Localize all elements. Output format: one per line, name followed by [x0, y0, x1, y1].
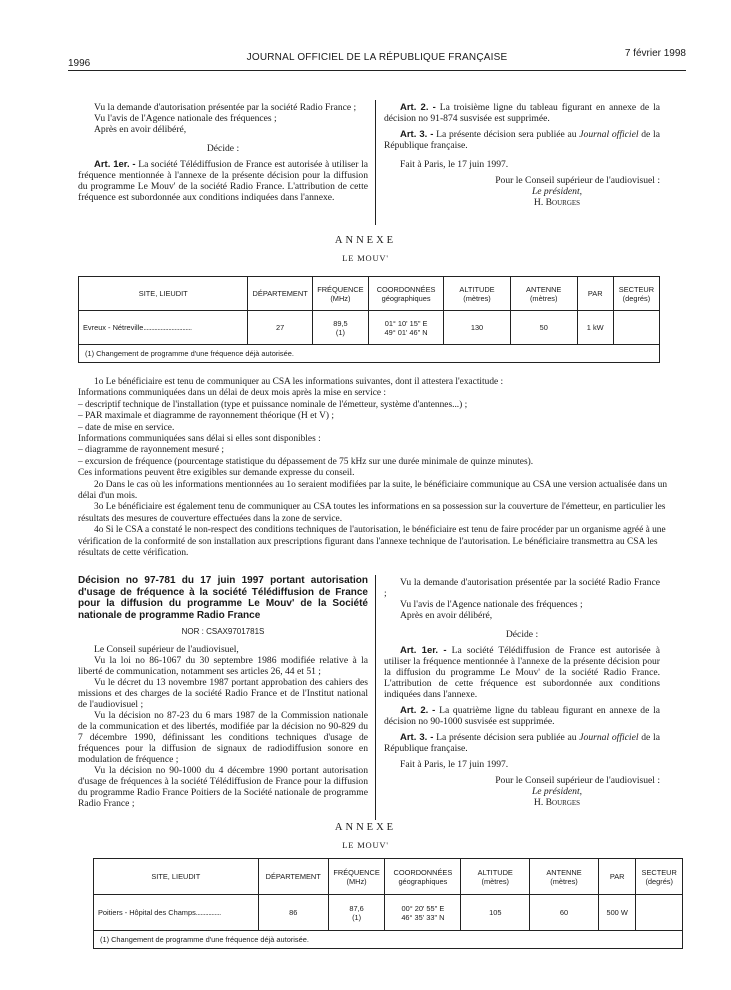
paragraph: Vu le décret du 13 novembre 1987 portant approbation des cahiers des missions et des charges de la société Radio France et de l'Institut national de l'audiovisuel ;	[78, 677, 368, 710]
header-secteur: SECTEUR (degrés)	[636, 859, 683, 895]
signature-name: H. Bourges	[533, 197, 581, 208]
longitude: 00° 20' 55" E	[401, 903, 445, 913]
article-2	[384, 705, 660, 727]
obligation-item: 1o Le bénéficiaire est tenu de communiquer au CSA les informations suivantes, dont il attestera l'exactitude :	[94, 377, 504, 387]
signature-authority: Pour le Conseil supérieur de l'audiovisuel :	[495, 775, 660, 786]
site-name: Evreux - Nétreville	[83, 323, 144, 332]
article-1	[384, 645, 660, 700]
cell-secteur	[613, 311, 659, 345]
cell-coordonnees	[369, 311, 444, 345]
annexe-title: ANNEXE	[334, 822, 397, 833]
annexe-table	[78, 276, 660, 363]
article-3	[384, 732, 660, 754]
cell-par: 500 W	[598, 895, 636, 931]
article-text: La présente décision sera publiée au	[436, 732, 577, 743]
column-divider	[375, 100, 376, 225]
obligation-item: Ces informations peuvent être exigibles sur demande expresse du conseil.	[78, 468, 355, 479]
page-header	[68, 48, 686, 71]
cell-coordonnees	[385, 895, 461, 931]
latitude: 49° 01' 46" N	[384, 327, 428, 337]
header-par: PAR	[598, 859, 636, 895]
article-2	[384, 102, 660, 124]
article-text: La société Télédiffusion de France est autorisée à utiliser la fréquence mentionnée à l'annexe de la présente décision pour la diffusion du programme Le Mouv' de la société Radio France. L'attribution de cette fréquence est subordonnée aux conditions indiquées dans l'annexe.	[78, 159, 368, 203]
article-text: de la République française.	[384, 732, 660, 754]
nor-reference: NOR : CSAX9701781S	[181, 627, 265, 636]
article-label: Art. 1er. -	[94, 159, 136, 170]
header-site: SITE, LIEUDIT	[79, 277, 248, 311]
cell-par: 1 kW	[577, 311, 613, 345]
article-label: Art. 2. -	[400, 102, 436, 113]
cell-altitude: 105	[461, 895, 530, 931]
journal-name: Journal officiel	[579, 732, 639, 743]
header-secteur: SECTEUR (degrés)	[613, 277, 659, 311]
article-text: de la République française.	[384, 129, 660, 151]
frequency-note: (1)	[335, 327, 345, 337]
article-text: La présente décision sera publiée au	[436, 129, 577, 140]
obligation-item: 3o Le bénéficiaire est également tenu de communiquer au CSA toutes les informations en sa possession sur la couverture de l'émetteur, en particulier les résultats des mesures de couverture effectuées dans la zone de service.	[78, 502, 666, 524]
header-frequence: FRÉQUENCE (MHz)	[328, 859, 385, 895]
obligations-section	[78, 377, 668, 560]
decide-heading: Décide :	[505, 629, 539, 640]
annexe-subtitle: LE MOUV'	[342, 253, 389, 263]
paragraph: Le Conseil supérieur de l'audiovisuel,	[94, 644, 239, 655]
signature-authority: Pour le Conseil supérieur de l'audiovisuel :	[495, 175, 660, 186]
second-decision-right-column	[384, 577, 660, 808]
publication-date: 7 février 1998	[624, 48, 686, 59]
article-label: Art. 2. -	[400, 705, 436, 716]
header-departement: DÉPARTEMENT	[258, 859, 328, 895]
header-site: SITE, LIEUDIT	[94, 859, 259, 895]
cell-antenne: 50	[510, 311, 577, 345]
table-note: (1) Changement de programme d'une fréquence déjà autorisée.	[79, 345, 660, 363]
annexe-subtitle: LE MOUV'	[342, 840, 389, 850]
obligation-item: – excursion de fréquence (pourcentage statistique du dépassement de 75 kHz sur une durée minimale de quinze minutes).	[78, 456, 534, 467]
obligation-item: 2o Dans le cas où les informations mentionnées au 1o seraient modifiées par la suite, le bénéficiaire communique au CSA une version actualisée dans un délai d'un mois.	[78, 479, 668, 502]
table-row	[94, 895, 683, 931]
paragraph: Vu la demande d'autorisation présentée par la société Radio France ;	[384, 577, 660, 599]
table-note-row	[94, 931, 683, 949]
paragraph: Après en avoir délibéré,	[400, 610, 493, 621]
president-label: Le président,	[531, 186, 583, 197]
cell-secteur	[636, 895, 683, 931]
obligation-item: – date de mise en service.	[78, 422, 175, 433]
header-frequence: FRÉQUENCE (MHz)	[312, 277, 368, 311]
table-note: (1) Changement de programme d'une fréquence déjà autorisée.	[94, 931, 683, 949]
header-antenne: ANTENNE (mètres)	[530, 859, 599, 895]
first-decision-left-column	[78, 102, 368, 203]
header-coordonnees: COORDONNÉES géographiques	[369, 277, 444, 311]
article-3	[384, 129, 660, 151]
paragraph: Vu l'avis de l'Agence nationale des fréquences ;	[400, 599, 583, 610]
article-text: La société Télédiffusion de France est autorisée à utiliser la fréquence mentionnée à l'annexe de la présente décision pour la diffusion du programme Le Mouv' de la société Radio France. L'attribution de cette fréquence est subordonnée aux conditions indiquées dans l'annexe.	[384, 645, 660, 700]
signature-place-date: Fait à Paris, le 17 juin 1997.	[400, 759, 509, 770]
paragraph: Après en avoir délibéré,	[94, 124, 187, 135]
obligation-item: Informations communiquées dans un délai de deux mois après la mise en service :	[78, 388, 386, 399]
page-number: 1996	[68, 58, 91, 69]
latitude: 46° 35' 33" N	[401, 912, 445, 922]
frequency-value: 89,5	[333, 318, 348, 328]
signature-title	[384, 186, 660, 197]
header-altitude: ALTITUDE (mètres)	[444, 277, 511, 311]
obligation-item: Informations communiquées sans délai si elles sont disponibles :	[78, 434, 321, 445]
cell-departement: 86	[258, 895, 328, 931]
cell-antenne: 60	[530, 895, 599, 931]
obligation-item: – PAR maximale et diagramme de rayonnement théorique (H et V) ;	[78, 411, 334, 422]
paragraph: Vu la demande d'autorisation présentée par la société Radio France ;	[94, 102, 357, 113]
annexe-table	[93, 858, 683, 949]
obligation-item: 4o Si le CSA a constaté le non-respect des conditions techniques de l'autorisation, le bénéficiaire est tenu de faire procéder par un organisme agréé à une vérification de la conformité de son installation aux prescriptions figurant dans l'annexe technique de l'autorisation. Le bénéficiaire transmettra au CSA les résultats de cette vérification.	[78, 525, 666, 559]
article-label: Art. 3. -	[400, 129, 434, 140]
header-par: PAR	[577, 277, 613, 311]
header-altitude: ALTITUDE (mètres)	[461, 859, 530, 895]
article-label: Art. 3. -	[400, 732, 434, 743]
table-header-row	[94, 859, 683, 895]
frequency-value: 87,6	[349, 903, 364, 913]
paragraph: Vu l'avis de l'Agence nationale des fréquences ;	[94, 113, 277, 124]
signature-title	[384, 786, 660, 797]
decision-title: Décision no 97-781 du 17 juin 1997 portant autorisation d'usage de fréquence à la société Télédiffusion de France pour la diffusion du programme Le Mouv' de la Société nationale de programme Radio France	[78, 575, 368, 621]
signature-name: H. Bourges	[533, 797, 581, 808]
journal-name: Journal officiel	[579, 129, 639, 140]
first-decision-right-column	[384, 102, 660, 208]
obligation-item: – descriptif technique de l'installation (type et puissance nominale de l'émetteur, système d'antennes...) ;	[78, 399, 468, 410]
president-label: Le président,	[531, 786, 583, 797]
article-text: La troisième ligne du tableau figurant en annexe de la décision no 91-874 susvisée est supprimée.	[384, 102, 660, 124]
signature-place-date: Fait à Paris, le 17 juin 1997.	[400, 159, 509, 170]
article-1	[78, 159, 368, 203]
site-name: Poitiers - Hôpital des Champs	[98, 908, 196, 917]
cell-departement: 27	[248, 311, 312, 345]
journal-title: JOURNAL OFFICIEL DE LA RÉPUBLIQUE FRANÇAISE	[246, 52, 508, 63]
longitude: 01° 10' 15" E	[384, 318, 428, 328]
annexe-title: ANNEXE	[334, 235, 397, 246]
column-divider	[375, 575, 376, 820]
table-note-row	[79, 345, 660, 363]
cell-frequence	[328, 895, 385, 931]
header-coordonnees: COORDONNÉES géographiques	[385, 859, 461, 895]
cell-site: Poitiers - Hôpital des Champs................	[94, 895, 259, 931]
paragraph: Vu la loi no 86-1067 du 30 septembre 1986 modifiée relative à la liberté de communication, notamment ses articles 26, 44 et 51 ;	[78, 655, 368, 677]
decide-heading: Décide :	[206, 143, 240, 154]
second-decision-left-column	[78, 575, 368, 809]
article-label: Art. 1er. -	[400, 645, 447, 656]
table-header-row	[79, 277, 660, 311]
header-antenne: ANTENNE (mètres)	[510, 277, 577, 311]
cell-frequence	[312, 311, 368, 345]
paragraph: Vu la décision no 87-23 du 6 mars 1987 de la Commission nationale de la communication et des libertés, modifiée par la décision no 90-829 du 7 décembre 1990, définissant les conditions techniques d'usage de fréquences pour la diffusion de signaux de radiodiffusion sonore en modulation de fréquence ;	[78, 710, 368, 765]
frequency-note: (1)	[352, 912, 362, 922]
cell-altitude: 130	[444, 311, 511, 345]
cell-site: Evreux - Nétreville...............................	[79, 311, 248, 345]
paragraph: Vu la décision no 90-1000 du 4 décembre 1990 portant autorisation d'usage de fréquences à la société Télédiffusion de France pour la diffusion du programme Radio France Poitiers de la Société nationale de programme Radio France ;	[78, 765, 368, 809]
article-text: La quatrième ligne du tableau figurant en annexe de la décision no 90-1000 susvisée est supprimée.	[384, 705, 660, 727]
table-row	[79, 311, 660, 345]
header-departement: DÉPARTEMENT	[248, 277, 312, 311]
obligation-item: – diagramme de rayonnement mesuré ;	[78, 445, 225, 456]
